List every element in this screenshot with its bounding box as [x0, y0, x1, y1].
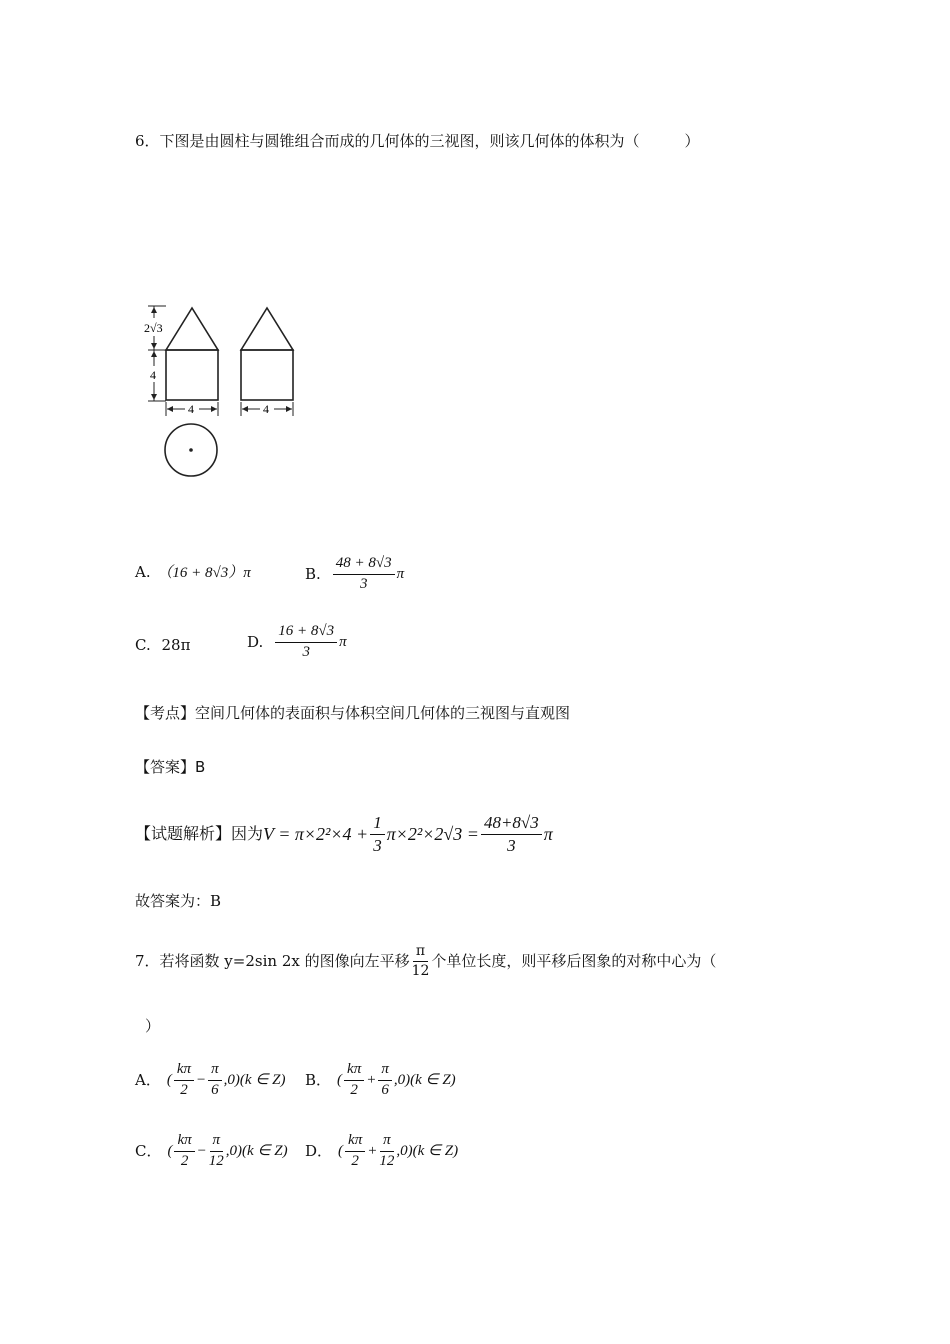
- q7-option-b: B． ( $\frac{k\pi}{2}$ + $\frac{\pi}{6}$ ,0)(k ∈ Z): [305, 1061, 456, 1098]
- q6-stem: 6．下图是由圆柱与圆锥组合而成的几何体的三视图，则该几何体的体积为（ ）: [135, 132, 700, 150]
- q6-kaodian: 【考点】空间几何体的表面积与体积空间几何体的三视图与直观图: [135, 704, 571, 722]
- q7-option-a: A． ( $\frac{k\pi}{2}$ − $\frac{\pi}{6}$ ,0)(k ∈ Z): [135, 1061, 286, 1098]
- q6-option-b: B. $\frac{48 + 8√3}{3}$ π: [305, 555, 405, 592]
- side-cone: [241, 308, 293, 350]
- q7-stem: 7．若将函数 y=2sin 2x 的图像向左平移 $\frac{\pi}{12}$ 个单位长度，则平移后图象的对称中心为（: [135, 943, 717, 979]
- three-view-figure: [140, 298, 310, 483]
- q6-analysis: 【试题解析】 因为 V = π×2²×4 + $\frac{1}{3}$ π×2²×2√3 = $\frac{48+8√3}{3}$ π: [135, 813, 553, 855]
- cone-height-label: 2√3: [144, 321, 163, 335]
- cyl-height-label: 4: [150, 368, 156, 382]
- width-front-label: 4: [188, 402, 194, 416]
- q7-stem-close: ）: [145, 1017, 161, 1035]
- side-cylinder: [241, 350, 293, 400]
- q6-answer: 【答案】B: [135, 758, 206, 776]
- q6-option-a: A. （16 + 8√3）π: [135, 563, 251, 581]
- q7-option-c: C． ( $\frac{k\pi}{2}$ − $\frac{\pi}{12}$ ,0)(k ∈ Z): [135, 1132, 288, 1169]
- front-cylinder: [166, 350, 218, 400]
- q6-option-d: D. $\frac{16 + 8√3}{3}$ π: [247, 623, 347, 660]
- q6-conclusion: 故答案为：B: [135, 892, 222, 910]
- top-view-center: [189, 448, 193, 452]
- width-side-label: 4: [263, 402, 269, 416]
- q7-option-d: D． ( $\frac{k\pi}{2}$ + $\frac{\pi}{12}$ ,0)(k ∈ Z): [305, 1132, 459, 1169]
- front-cone: [166, 308, 218, 350]
- q6-option-c: C. 28π: [135, 636, 191, 654]
